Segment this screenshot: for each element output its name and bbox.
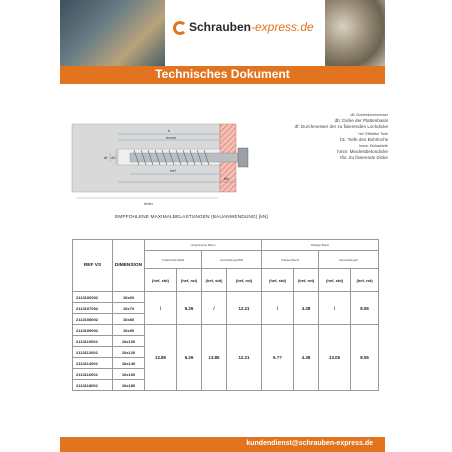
legend-item: hef: Effektive Tiefe [358, 131, 388, 136]
screw-shank [130, 153, 240, 162]
legend-item: h1: Tiefe des Bohrlochs [339, 136, 388, 142]
ref-cell: 2113107002 [73, 303, 113, 314]
logo-swoosh-icon [173, 21, 187, 35]
legend-item: hmin: Mindestbetondicke [337, 149, 388, 155]
dim-cell: 10x90 [113, 325, 145, 336]
legend-item: db: Dicke der Plattenbasis [334, 118, 388, 124]
screws-photo [325, 0, 385, 66]
label-d0: d0 [111, 155, 116, 160]
support-email-link[interactable]: kundendienst@schrauben-express.de [246, 440, 373, 447]
sub-col: (hef, rot) [351, 269, 379, 292]
value-cell: 12.85 [145, 325, 177, 391]
value-cell: 6.26 [177, 292, 202, 325]
label-hef: hef [170, 168, 176, 173]
sub-shear-2: VerschiebungV [319, 251, 379, 269]
anchor-diagram [70, 112, 250, 210]
label-df: df [104, 155, 108, 160]
footer-bar [60, 437, 385, 452]
legend-item: tfix: Zu fixierende Dicke [340, 155, 388, 161]
sub-col: (hef, rot) [177, 269, 202, 292]
dim-cell: 10x140 [113, 358, 145, 369]
document-title: Technisches Dokument [155, 69, 290, 81]
legend-item: hnom: Einbautiefe [359, 144, 388, 149]
sub-shear-1: VerschiebungV/Rd [202, 251, 262, 269]
ref-cell: 2113106002 [73, 292, 113, 303]
value-cell: 4.38 [294, 292, 319, 325]
load-table [72, 239, 379, 391]
value-cell: / [262, 292, 294, 325]
logo-accent: -express.de [251, 20, 314, 34]
ref-cell: 2113114002 [73, 358, 113, 369]
ref-cell: 2113110002 [73, 336, 113, 347]
sub-col: (hef, std) [319, 269, 351, 292]
legend-item: d0: Bohrerdurchmesser [350, 113, 388, 117]
value-cell: 4.38 [294, 325, 319, 391]
table-row [73, 325, 379, 336]
table-caption: EMPFOHLENE MAXIMALBELASTUNGEN (BAUANWENDUNG) [kN] [115, 215, 268, 220]
diagram-legend [238, 112, 388, 162]
value-cell: 5.?? [262, 325, 294, 391]
tools-photo [60, 0, 165, 66]
value-cell: / [202, 292, 227, 325]
label-h: h [168, 128, 171, 133]
table-row [73, 292, 379, 303]
ref-cell: 2113112002 [73, 347, 113, 358]
label-hnom: hnom [166, 135, 177, 140]
col-dim-header: DIMENSION [113, 240, 145, 292]
dim-cell: 10x70 [113, 303, 145, 314]
col-ref-header: REF VS [73, 240, 113, 292]
logo-brand: Schrauben [189, 20, 252, 34]
sub-col: (hef, rot) [294, 269, 319, 292]
group-cracked: Rissiger Beton [262, 240, 379, 251]
logo[interactable] [165, 0, 325, 66]
dim-cell: 10x180 [113, 380, 145, 391]
value-cell: 13.05 [319, 325, 351, 391]
value-cell: 8.55 [351, 292, 379, 325]
sub-traction-2: Traktion/NeuN [262, 251, 319, 269]
title-bar [60, 66, 385, 84]
value-cell: 13.85 [202, 325, 227, 391]
value-cell: 8.55 [351, 325, 379, 391]
sub-traction-1: Traktion/NeuN/Rd [145, 251, 202, 269]
value-cell: 12.21 [227, 292, 262, 325]
dim-cell: 10x160 [113, 369, 145, 380]
ref-cell: 2113109002 [73, 325, 113, 336]
dim-cell: 10x120 [113, 347, 145, 358]
value-cell: / [145, 292, 177, 325]
sub-col: (hef, rot) [227, 269, 262, 292]
dim-cell: 10x80 [113, 314, 145, 325]
value-cell: 6.26 [177, 325, 202, 391]
sub-col: (hef, std) [262, 269, 294, 292]
ref-cell: 2113108002 [73, 314, 113, 325]
value-cell: 12.21 [227, 325, 262, 391]
legend-item: df: Durchmesser der zu fixierenden Lochdicke [294, 124, 388, 130]
sub-col: (hef, std) [202, 269, 227, 292]
ref-cell: 2113118002 [73, 380, 113, 391]
sub-col: (hef, std) [145, 269, 177, 292]
dim-cell: 10x100 [113, 336, 145, 347]
label-tfix: tfix [224, 176, 230, 181]
dim-cell: 10x60 [113, 292, 145, 303]
label-hmin: hmin [144, 201, 153, 206]
header-banner [60, 0, 385, 66]
value-cell: / [319, 292, 351, 325]
ref-cell: 2113116002 [73, 369, 113, 380]
group-uncracked: Ungerissener Beton [145, 240, 262, 251]
